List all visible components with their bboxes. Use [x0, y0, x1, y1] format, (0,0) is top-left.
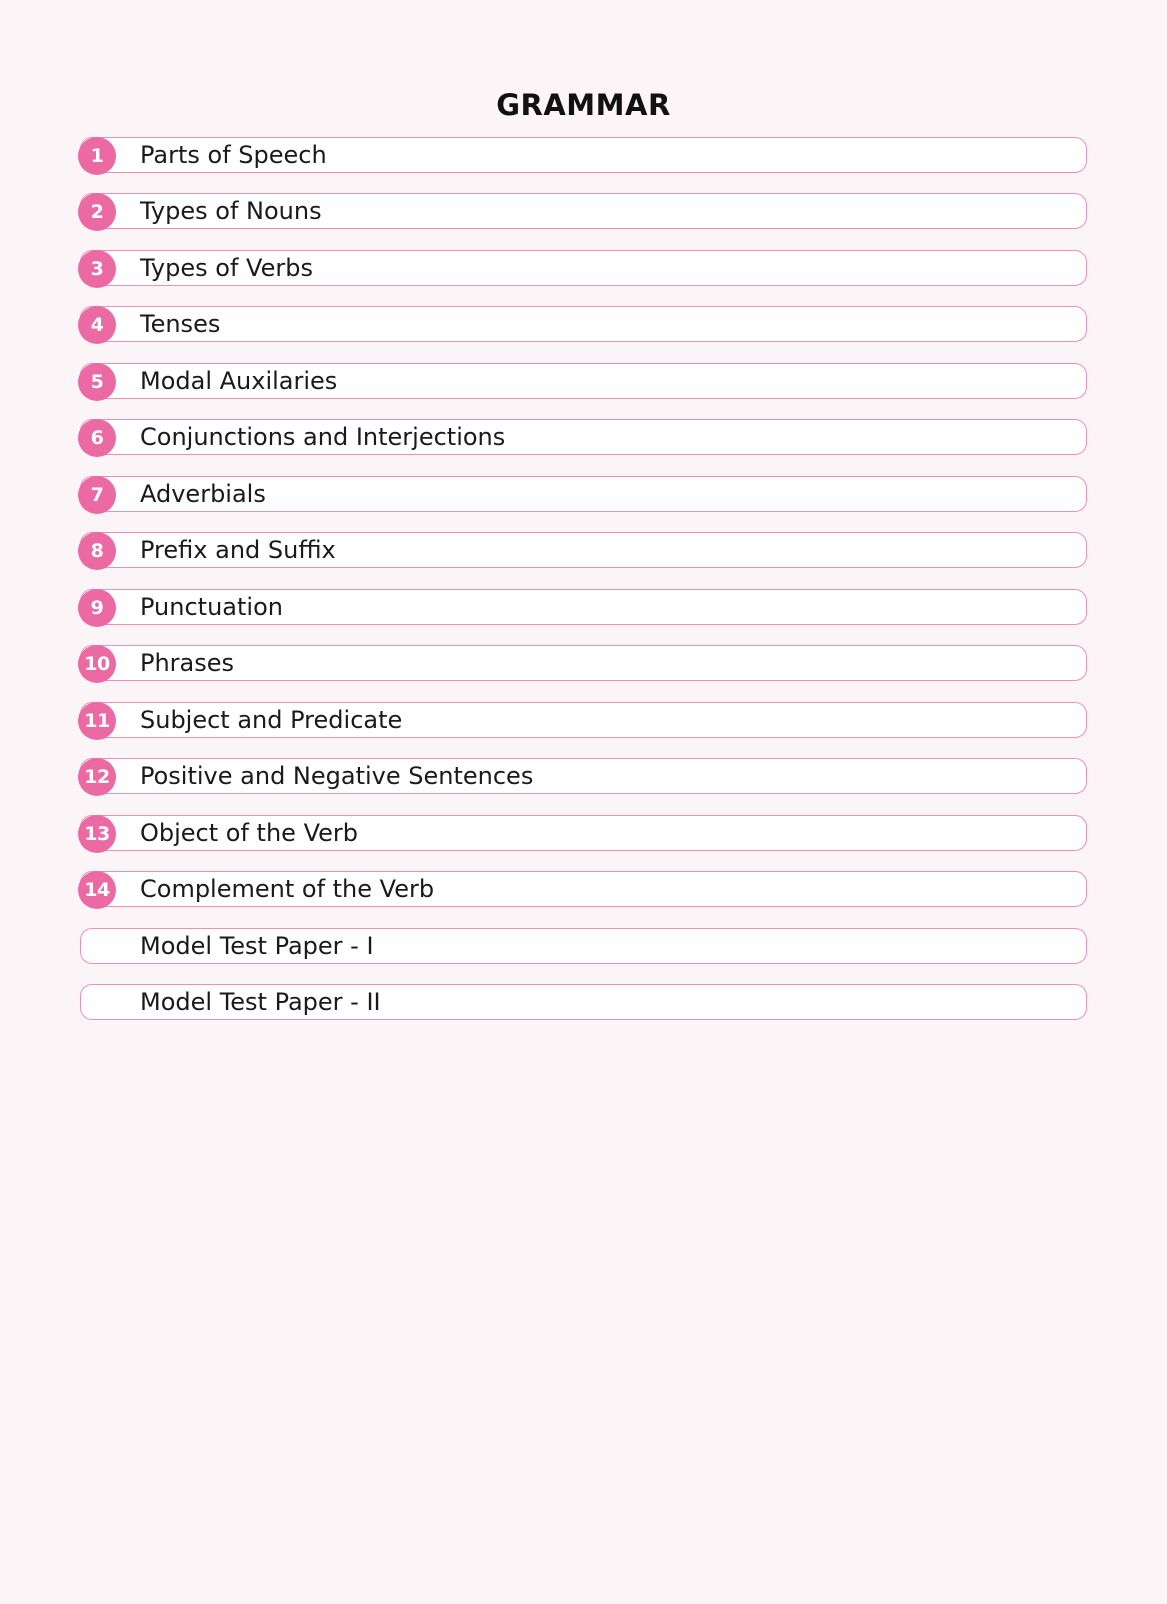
chapter-title: Model Test Paper - I: [140, 932, 374, 960]
toc-entry-tenses[interactable]: [80, 306, 1087, 344]
chapter-title: Adverbials: [140, 480, 266, 508]
chapter-number-badge: 10: [78, 645, 116, 683]
toc-entry-modal-auxilaries[interactable]: [80, 363, 1087, 401]
toc-entry-adverbials[interactable]: [80, 476, 1087, 514]
chapter-number-badge: 1: [78, 137, 116, 175]
chapter-title: Conjunctions and Interjections: [140, 423, 506, 451]
chapter-title: Parts of Speech: [140, 141, 327, 169]
table-of-contents: [80, 137, 1087, 1041]
chapter-number-badge: 14: [78, 871, 116, 909]
chapter-title: Subject and Predicate: [140, 706, 403, 734]
toc-entry-phrases[interactable]: [80, 645, 1087, 683]
chapter-number-badge: 9: [78, 589, 116, 627]
toc-entry-types-of-nouns[interactable]: [80, 193, 1087, 231]
chapter-number-badge: 5: [78, 363, 116, 401]
chapter-number-badge: 2: [78, 193, 116, 231]
toc-entry-punctuation[interactable]: [80, 589, 1087, 627]
chapter-title: Prefix and Suffix: [140, 536, 336, 564]
toc-entry-complement-of-the-verb[interactable]: [80, 871, 1087, 909]
chapter-number-badge: 13: [78, 815, 116, 853]
chapter-title: Modal Auxilaries: [140, 367, 338, 395]
chapter-number-badge: 7: [78, 476, 116, 514]
toc-entry-types-of-verbs[interactable]: [80, 250, 1087, 288]
chapter-number-badge: 11: [78, 702, 116, 740]
toc-entry-object-of-the-verb[interactable]: [80, 815, 1087, 853]
chapter-number-badge: 12: [78, 758, 116, 796]
toc-entry-bar: [80, 306, 1087, 342]
chapter-number-badge: 4: [78, 306, 116, 344]
toc-entry-conjunctions-and-interjections[interactable]: [80, 419, 1087, 457]
chapter-number-badge: 8: [78, 532, 116, 570]
chapter-title: Phrases: [140, 649, 235, 677]
chapter-number-badge: 3: [78, 250, 116, 288]
chapter-number-badge: 6: [78, 419, 116, 457]
chapter-title: Positive and Negative Sentences: [140, 762, 534, 790]
toc-entry-subject-and-predicate[interactable]: [80, 702, 1087, 740]
page-title: GRAMMAR: [496, 88, 671, 122]
toc-entry-model-test-paper-1[interactable]: [80, 928, 1087, 966]
toc-entry-model-test-paper-2[interactable]: [80, 984, 1087, 1022]
toc-entry-positive-and-negative-sentences[interactable]: [80, 758, 1087, 796]
chapter-title: Types of Nouns: [140, 197, 322, 225]
chapter-title: Punctuation: [140, 593, 283, 621]
chapter-title: Types of Verbs: [140, 254, 313, 282]
toc-entry-parts-of-speech[interactable]: [80, 137, 1087, 175]
chapter-title: Complement of the Verb: [140, 875, 435, 903]
chapter-title: Model Test Paper - II: [140, 988, 381, 1016]
chapter-title: Tenses: [140, 310, 221, 338]
toc-entry-prefix-and-suffix[interactable]: [80, 532, 1087, 570]
chapter-title: Object of the Verb: [140, 819, 358, 847]
